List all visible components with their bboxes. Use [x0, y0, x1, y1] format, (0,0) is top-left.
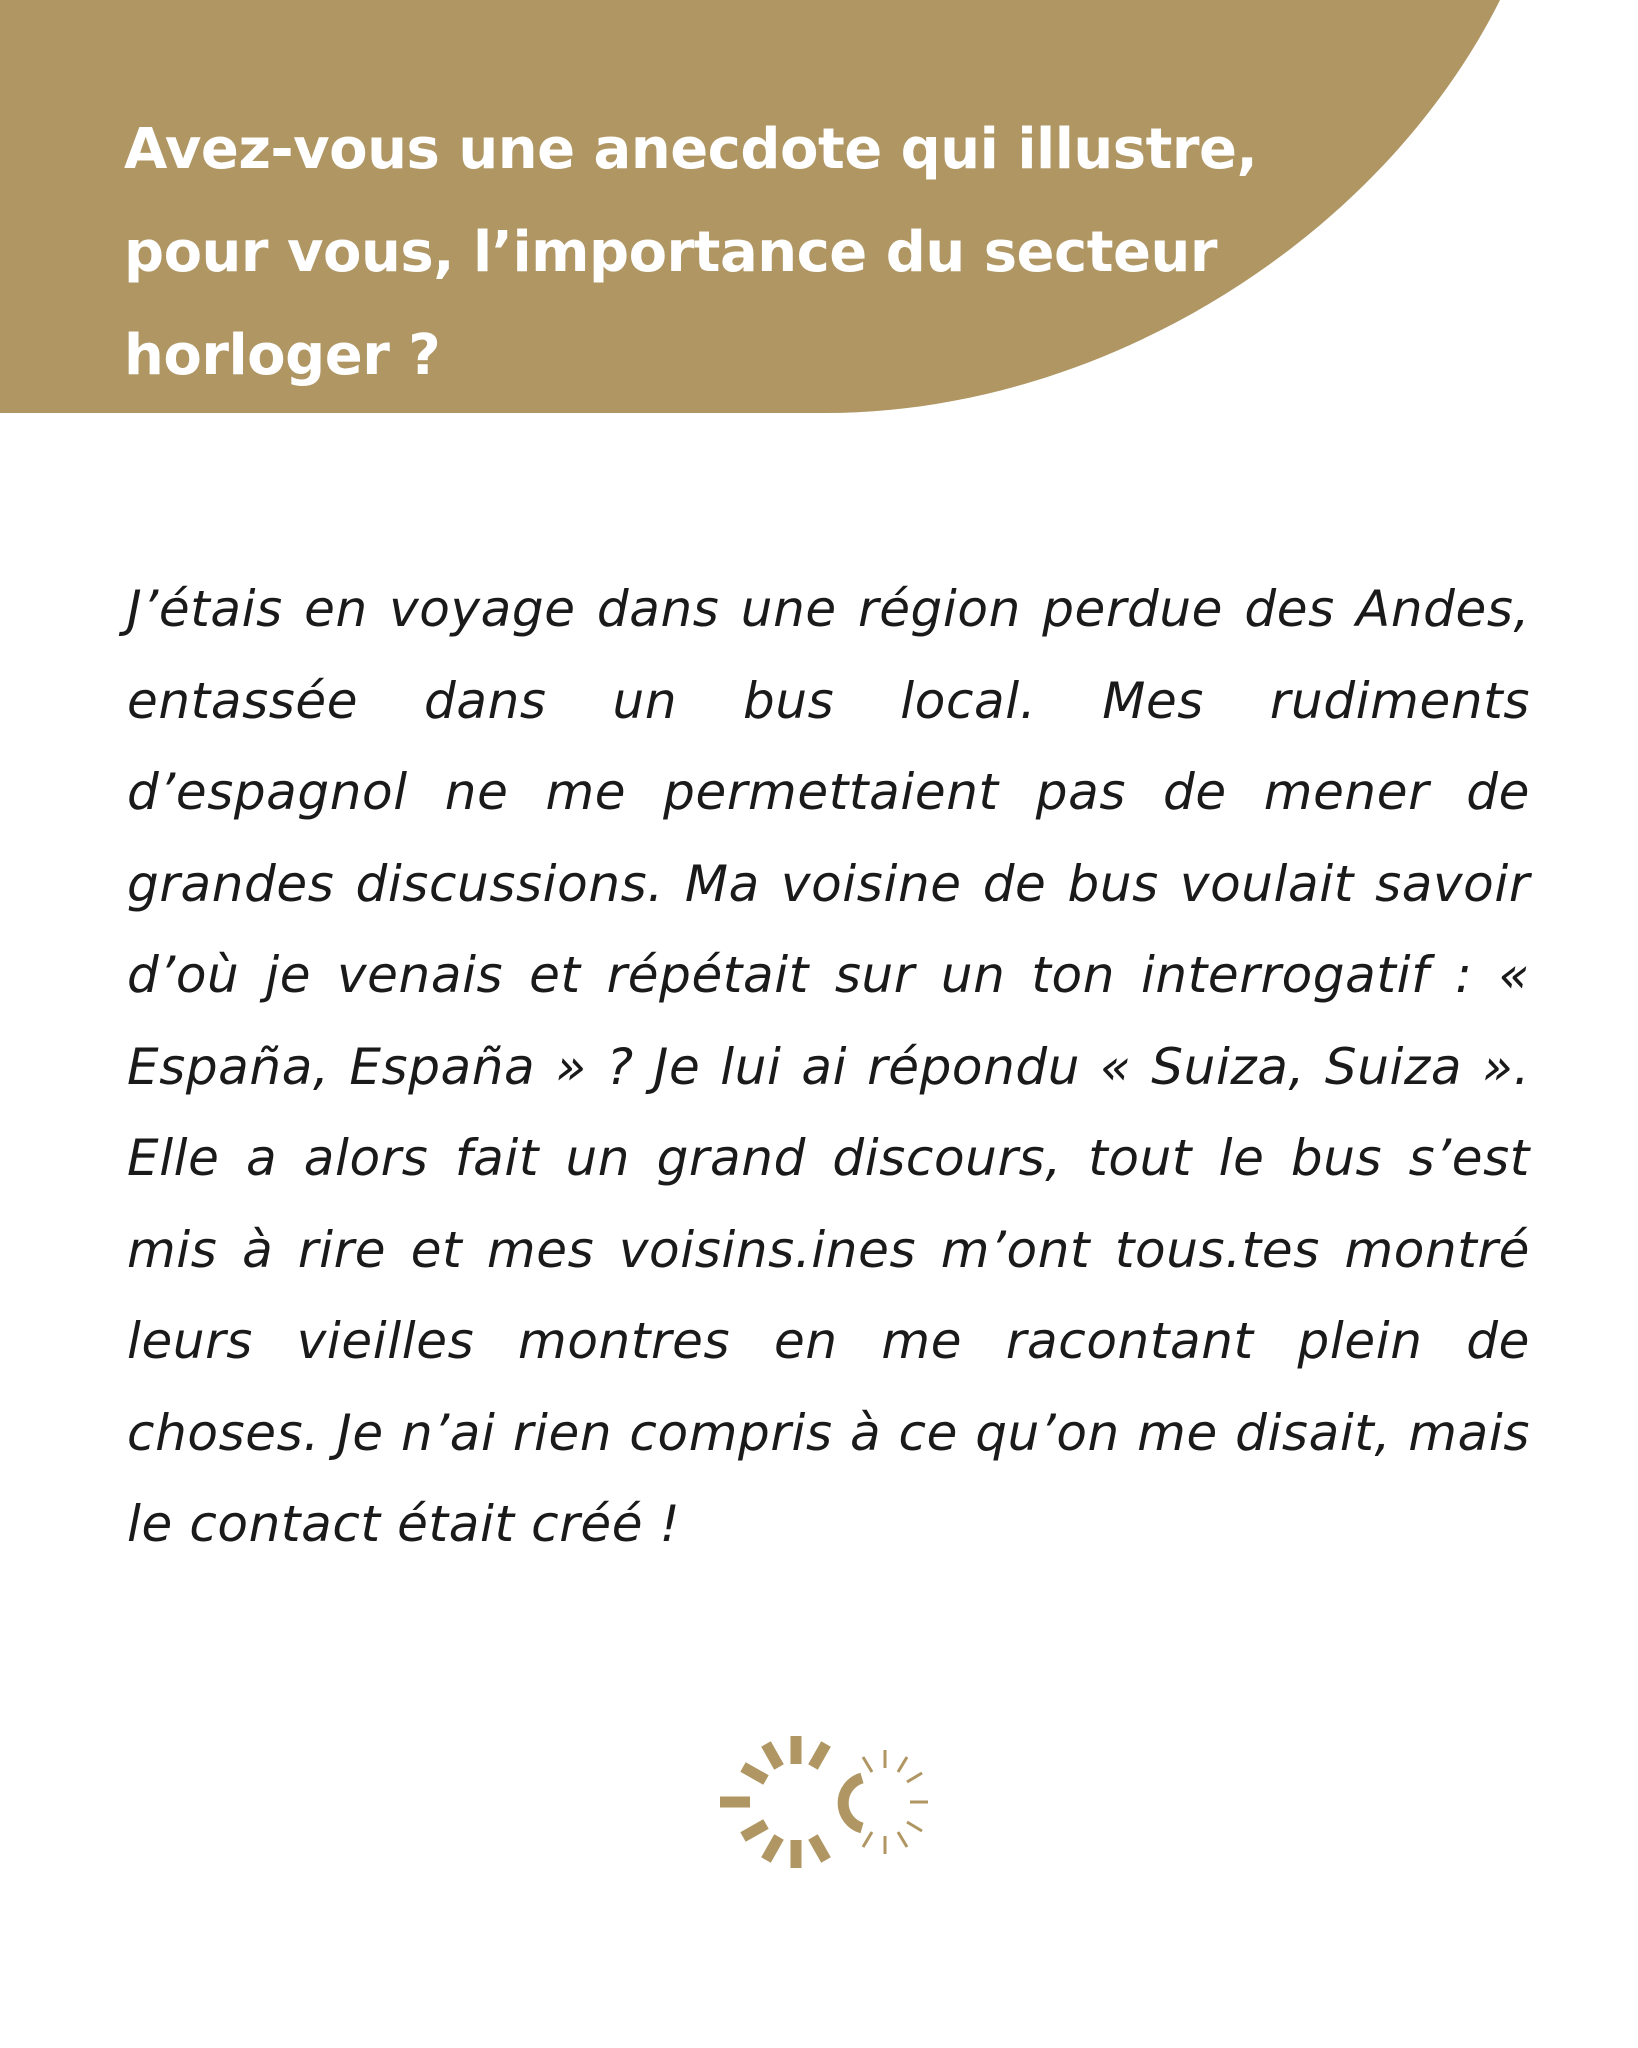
answer-paragraph: J’étais en voyage dans une région perdue des Andes, entassée dans un bus local. Mes rudiments d’espagnol ne me permettaient pas de mener de grandes discussions. Ma voisine de bus voulait savoir d’où je venais et répétait sur un ton interrogatif : « España, España » ? Je lui ai répondu « Suiza, Suiza ». Elle a alors fait un grand discours, tout le bus s’est mis à rire et mes voisins.ines m’ont tous.tes montré leurs vieilles montres en me racontant plein de choses. Je n’ai rien compris à ce qu’on me disait, mais le contact était créé !	[127, 580, 1530, 1553]
sunburst-clock-logo-icon	[700, 1715, 950, 1890]
question-heading: Avez-vous une anecdote qui illustre, pour vous, l’importance du secteur horloger ?	[124, 117, 1258, 388]
